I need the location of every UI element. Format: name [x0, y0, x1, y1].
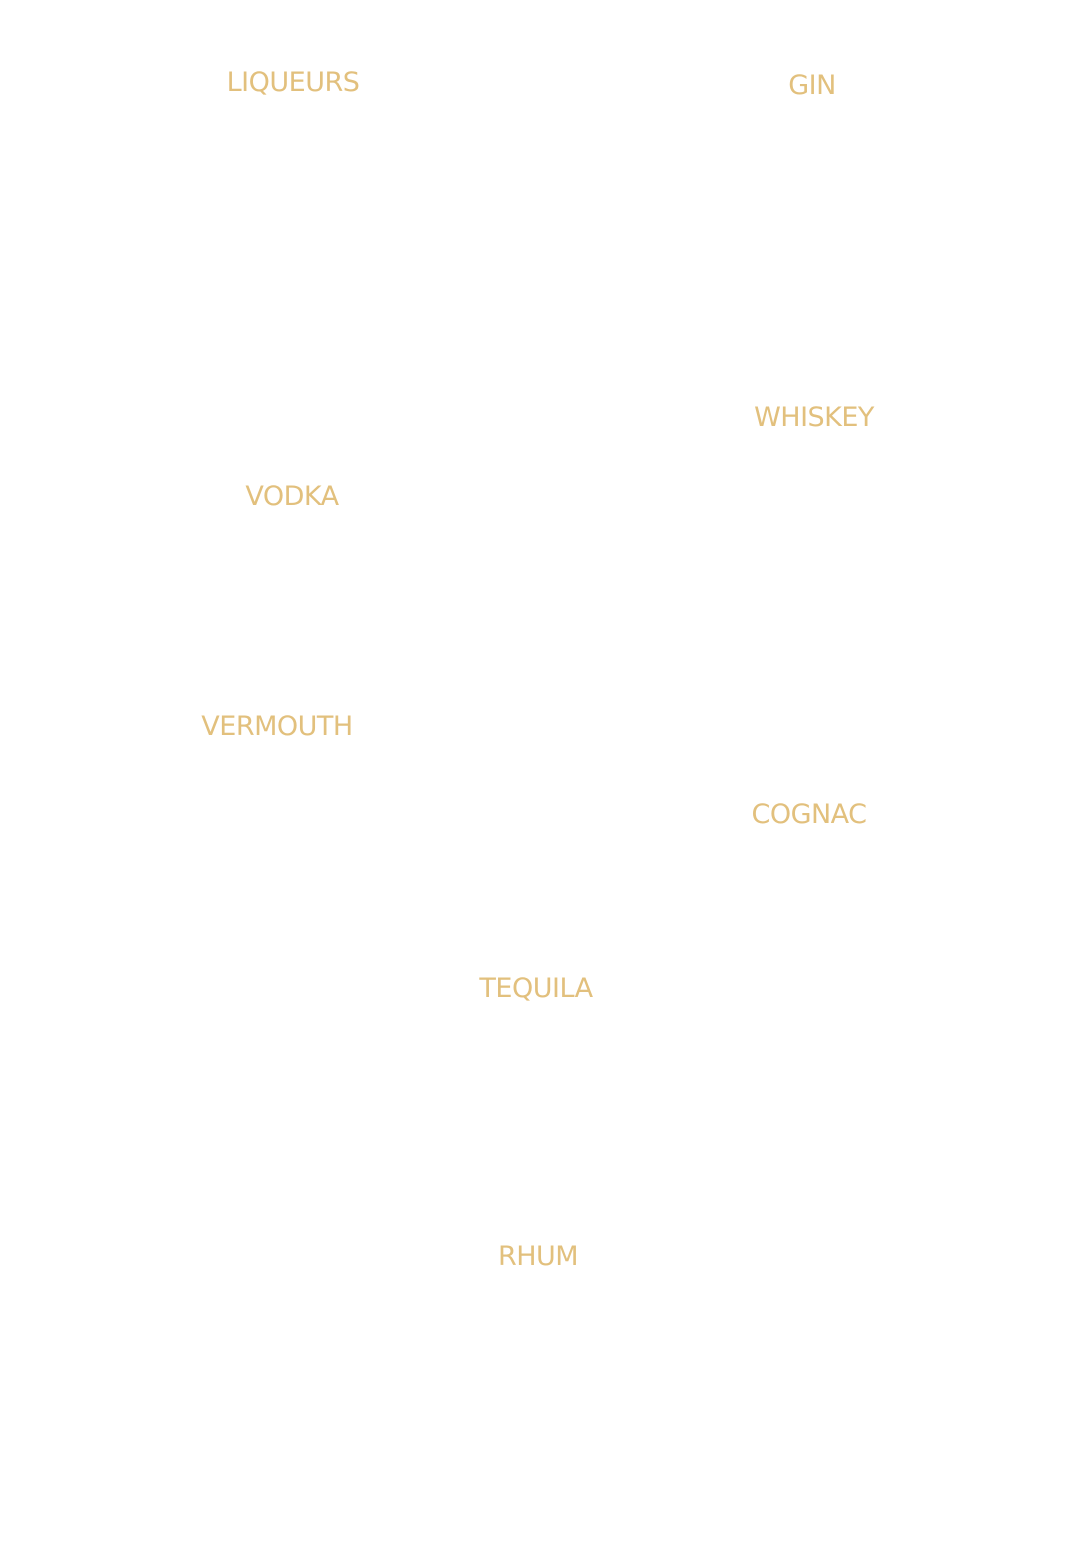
category-link-liqueurs[interactable]: LIQUEURS: [226, 67, 360, 98]
category-link-whiskey[interactable]: WHISKEY: [754, 402, 874, 433]
category-link-vodka[interactable]: VODKA: [245, 481, 339, 512]
category-link-rhum[interactable]: RHUM: [497, 1241, 579, 1272]
category-link-tequila[interactable]: TEQUILA: [479, 973, 593, 1004]
category-link-cognac[interactable]: COGNAC: [751, 799, 867, 830]
category-link-gin[interactable]: GIN: [788, 70, 836, 101]
category-link-vermouth[interactable]: VERMOUTH: [201, 711, 353, 742]
